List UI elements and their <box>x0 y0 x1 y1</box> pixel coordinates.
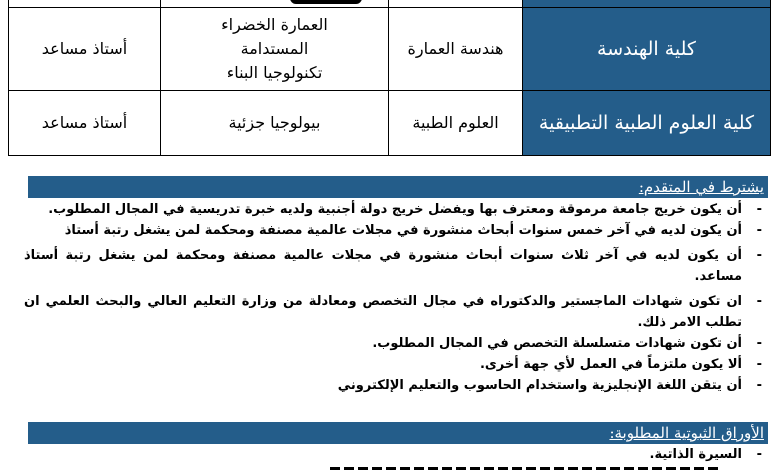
positions-table <box>8 0 771 156</box>
rank-cell: أستاذ مساعد <box>9 91 161 156</box>
documents-heading <box>28 422 768 444</box>
specialization-cell <box>161 91 389 156</box>
requirement-text: ألا يكون ملتزماً في العمل لأي جهة أخرى. <box>479 357 742 372</box>
documents-list <box>24 444 764 465</box>
dash-bullet-icon: - <box>756 447 762 462</box>
requirement-text: أن يكون لديه في آخر ثلاث سنوات أبحاث منشورة في مجلات عالمية مصنفة ومحكمة لمن يشغل رتبة أستاذ مساعد. <box>24 248 742 284</box>
list-item <box>24 245 764 287</box>
dash-bullet-icon: - <box>756 336 762 351</box>
table-row-cropped <box>9 0 771 8</box>
department-cell: هندسة العمارة <box>389 8 523 91</box>
specialization-line: المستدامة <box>240 39 309 58</box>
dash-bullet-icon: - <box>756 378 762 393</box>
dash-bullet-icon: - <box>756 357 762 372</box>
requirement-text: ان تكون شهادات الماجستير والدكتوراه في مجال التخصص ومعادلة من وزارة التعليم العالي والبحث العلمي ان تطلب الامر ذلك. <box>24 294 742 330</box>
dash-bullet-icon: - <box>756 294 762 309</box>
list-item <box>24 333 764 354</box>
dash-bullet-icon: - <box>756 202 762 217</box>
list-item <box>24 220 764 241</box>
specialization-line: بيولوجيا جزئية <box>228 113 321 132</box>
requirements-title: يشترط في المتقدم: <box>638 178 764 196</box>
table-row <box>9 91 771 156</box>
dash-bullet-icon: - <box>756 248 762 263</box>
document-text: السيرة الذاتية. <box>649 447 742 462</box>
specialization-line: العمارة الخضراء <box>221 15 328 34</box>
specialization-cell <box>161 8 389 91</box>
list-item <box>24 375 764 396</box>
cropped-bottom-text <box>330 464 720 472</box>
documents-title: الأوراق الثبوتية المطلوبة: <box>609 424 764 442</box>
requirement-text: أن يتقن اللغة الإنجليزية واستخدام الحاسوب والتعليم الإلكتروني <box>337 378 742 393</box>
list-item <box>24 444 764 465</box>
list-item <box>24 199 764 220</box>
requirements-list <box>24 199 764 396</box>
table-row <box>9 8 771 91</box>
dash-bullet-icon: - <box>756 223 762 238</box>
specialization-line: تكنولوجيا البناء <box>226 63 323 82</box>
requirements-heading <box>28 176 768 198</box>
list-item <box>24 291 764 333</box>
requirement-text: أن يكون خريج جامعة مرموقة ومعترف بها ويفضل خريج دولة أجنبية ولديه خبرة تدريسية في المجال المطلوب. <box>48 202 742 217</box>
college-cell: كلية العلوم الطبية التطبيقية <box>523 91 771 156</box>
requirement-text: أن يكون لديه في آخر خمس سنوات أبحاث منشورة في مجلات عالمية مصنفة ومحكمة لمن يشغل رتبة أستاذ <box>64 223 742 238</box>
department-cell: العلوم الطبية <box>389 91 523 156</box>
rank-cell: أستاذ مساعد <box>9 8 161 91</box>
requirement-text: أن تكون شهادات متسلسلة التخصص في المجال المطلوب. <box>372 336 742 351</box>
list-item <box>24 354 764 375</box>
college-cell: كلية الهندسة <box>523 8 771 91</box>
